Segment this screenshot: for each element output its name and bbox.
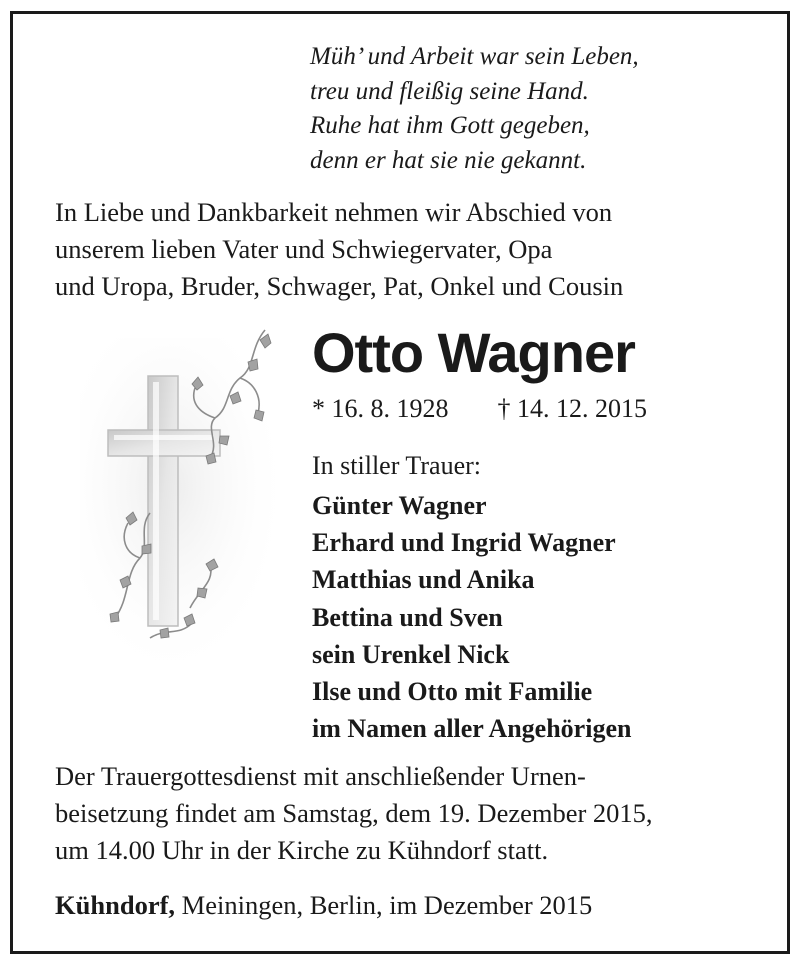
poem-line: treu und fleißig seine Hand. (310, 77, 589, 105)
farewell-text (55, 194, 623, 305)
place-rest: Meiningen, Berlin, im Dezember 2015 (175, 890, 593, 920)
place-bold: Kühndorf, (55, 890, 176, 920)
mourner-name: Ilse und Otto mit Familie (312, 677, 593, 707)
mourner-name: Günter Wagner (312, 491, 487, 520)
deceased-name: Otto Wagner (312, 321, 635, 384)
service-notice (55, 758, 653, 869)
mourner-name: sein Urenkel Nick (312, 639, 510, 669)
poem-line: Ruhe hat ihm Gott gegeben, (310, 112, 590, 139)
mourner-name: Matthias und Anika (312, 565, 535, 595)
farewell-line: In Liebe und Dankbarkeit nehmen wir Abschied von (55, 197, 613, 227)
service-line: Der Trauergottesdienst mit anschließender Urnen- (55, 761, 586, 791)
mourning-label: In stiller Trauer: (312, 451, 481, 480)
life-dates (312, 392, 647, 426)
mourner-name: Erhard und Ingrid Wagner (312, 528, 616, 558)
mourner-name: im Namen aller Angehörigen (312, 714, 632, 744)
poem-line: denn er hat sie nie gekannt. (310, 146, 587, 174)
mourners-list (312, 487, 631, 747)
place-and-date (55, 887, 592, 924)
mourner-name: Bettina und Sven (312, 602, 503, 632)
farewell-line: und Uropa, Bruder, Schwager, Pat, Onkel und Cousin (55, 271, 624, 301)
poem-line: Müh’ und Arbeit war sein Leben, (310, 43, 639, 70)
poem (310, 40, 639, 178)
farewell-line: unserem lieben Vater und Schwiegervater, Opa (55, 234, 553, 264)
cross-glow (80, 338, 280, 668)
cross-with-ivy-icon (80, 318, 290, 678)
service-line: beisetzung findet am Samstag, dem 19. Dezember 2015, (55, 798, 653, 828)
birth-date: * 16. 8. 1928 (312, 394, 449, 423)
service-line: um 14.00 Uhr in der Kirche zu Kühndorf statt. (55, 835, 549, 865)
death-date: † 14. 12. 2015 (497, 394, 647, 423)
